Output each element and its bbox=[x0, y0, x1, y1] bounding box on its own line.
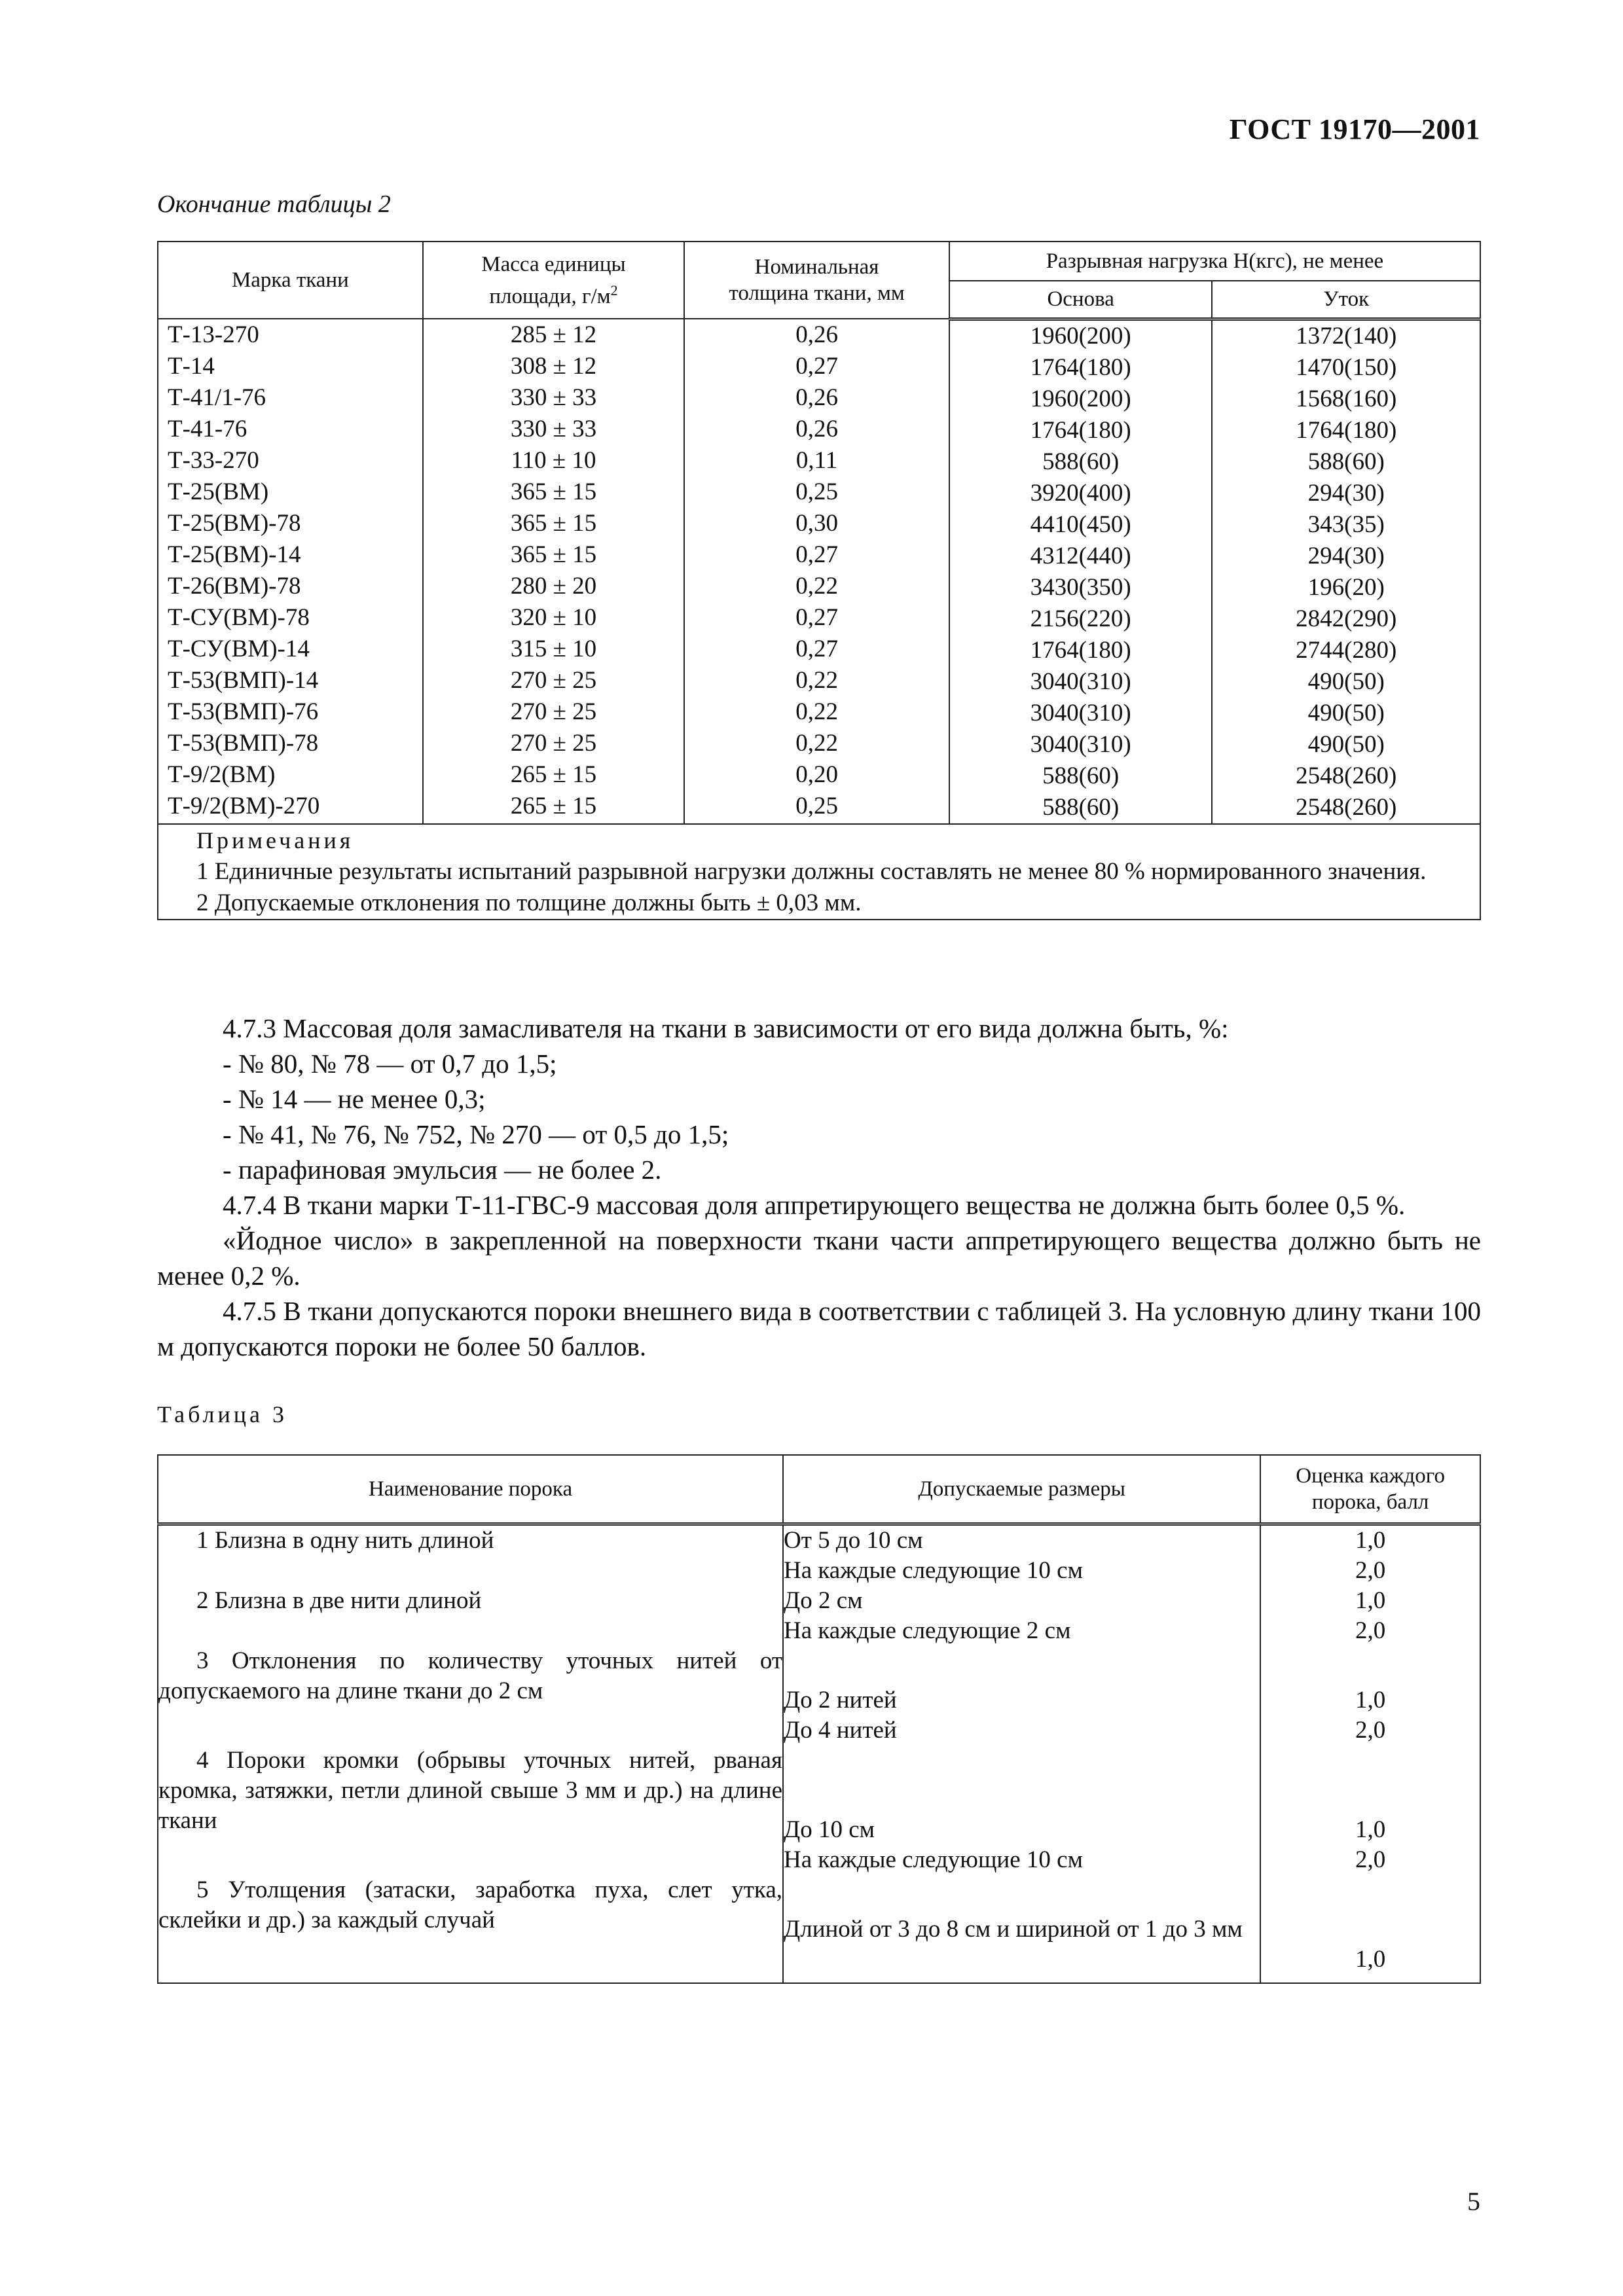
cell-warp: 1764(180) bbox=[1030, 636, 1131, 664]
header-thickness: Номинальная толщина ткани, мм bbox=[684, 242, 949, 319]
column-weft bbox=[1212, 319, 1480, 824]
cell-weft: 490(50) bbox=[1307, 699, 1385, 726]
cell-mass: 110 ± 10 bbox=[511, 447, 596, 474]
cell-warp: 588(60) bbox=[1042, 793, 1120, 821]
allowed-size: До 4 нитей bbox=[784, 1717, 897, 1744]
cell-thickness: 0,27 bbox=[795, 604, 838, 631]
cell-warp: 1764(180) bbox=[1030, 353, 1131, 381]
para-4-7-5: 4.7.5 В ткани допускаются пороки внешнего вида в соответствии с таблицей 3. На условную длину ткани 100 м допускаются пороки не более 50 баллов. bbox=[157, 1296, 1481, 1361]
header-breaking-load: Разрывная нагрузка Н(кгс), не менее bbox=[949, 242, 1480, 281]
cell-warp: 588(60) bbox=[1042, 762, 1120, 789]
cell-mass: 270 ± 25 bbox=[510, 698, 597, 725]
cell-weft: 2842(290) bbox=[1296, 605, 1397, 632]
cell-brand: Т-13-270 bbox=[168, 321, 259, 348]
cell-weft: 196(20) bbox=[1307, 573, 1385, 601]
cell-brand: Т-14 bbox=[168, 353, 215, 380]
cell-brand: Т-53(ВМП)-76 bbox=[168, 698, 319, 725]
allowed-size: На каждые следующие 10 см bbox=[784, 1557, 1083, 1584]
defect-name: 4 Пороки кромки (обрывы уточных нитей, рваная кромка, затяжки, петли длиной свыше 3 мм и др.) на длине ткани bbox=[158, 1747, 782, 1834]
cell-weft: 294(30) bbox=[1307, 479, 1385, 507]
list-item: - парафиновая эмульсия — не более 2. bbox=[223, 1155, 662, 1185]
cell-weft: 343(35) bbox=[1307, 511, 1385, 538]
header-brand: Марка ткани bbox=[158, 242, 423, 319]
cell-weft: 294(30) bbox=[1307, 542, 1385, 569]
cell-mass: 315 ± 10 bbox=[510, 636, 597, 662]
cell-mass: 280 ± 20 bbox=[510, 573, 597, 600]
cell-weft: 1568(160) bbox=[1296, 385, 1397, 412]
cell-thickness: 0,25 bbox=[795, 478, 838, 505]
cell-warp: 4410(450) bbox=[1030, 511, 1131, 538]
allowed-size: До 2 нитей bbox=[784, 1687, 897, 1713]
cell-weft: 1372(140) bbox=[1296, 322, 1397, 350]
para-iodine-number: «Йодное число» в закрепленной на поверхности ткани части аппретирующего вещества должно быть не менее 0,2 %. bbox=[157, 1225, 1481, 1291]
cell-thickness: 0,26 bbox=[795, 384, 838, 411]
allowed-size: До 2 см bbox=[784, 1587, 863, 1614]
cell-thickness: 0,11 bbox=[795, 447, 838, 474]
cell-mass: 365 ± 15 bbox=[510, 510, 597, 537]
cell-mass: 365 ± 15 bbox=[510, 478, 597, 505]
cell-thickness: 0,22 bbox=[795, 573, 838, 600]
cell-brand: Т-33-270 bbox=[168, 447, 259, 474]
list-item: - № 14 — не менее 0,3; bbox=[223, 1084, 486, 1114]
score: 1,0 bbox=[1355, 1946, 1386, 1973]
cell-thickness: 0,27 bbox=[795, 636, 838, 662]
score: 1,0 bbox=[1355, 1687, 1386, 1713]
cell-warp: 1764(180) bbox=[1030, 416, 1131, 444]
cell-warp: 4312(440) bbox=[1030, 542, 1131, 569]
allowed-size: Длиной от 3 до 8 см и шириной от 1 до 3 мм bbox=[784, 1916, 1243, 1943]
cell-brand: Т-26(ВМ)-78 bbox=[168, 573, 301, 600]
notes-title: Примечания bbox=[196, 827, 354, 853]
cell-weft: 1764(180) bbox=[1296, 416, 1397, 444]
column-brand bbox=[158, 319, 423, 824]
cell-mass: 330 ± 33 bbox=[510, 416, 597, 442]
header-allowed-size: Допускаемые размеры bbox=[783, 1455, 1260, 1524]
cell-thickness: 0,30 bbox=[795, 510, 838, 537]
page-number: 5 bbox=[1467, 2187, 1480, 2216]
header-weft: Уток bbox=[1212, 281, 1480, 319]
cell-mass: 265 ± 15 bbox=[510, 793, 597, 819]
defect-name: 1 Близна в одну нить длиной bbox=[196, 1527, 494, 1554]
cell-thickness: 0,26 bbox=[795, 321, 838, 348]
cell-warp: 1960(200) bbox=[1030, 385, 1131, 412]
table3-caption: Таблица 3 bbox=[157, 1401, 287, 1427]
score: 2,0 bbox=[1355, 1617, 1386, 1644]
cell-brand: Т-25(ВМ)-78 bbox=[168, 510, 301, 537]
cell-mass: 265 ± 15 bbox=[510, 761, 597, 788]
cell-mass: 285 ± 12 bbox=[510, 321, 597, 348]
score: 1,0 bbox=[1355, 1527, 1386, 1554]
cell-thickness: 0,22 bbox=[795, 730, 838, 757]
header-warp: Основа bbox=[949, 281, 1213, 319]
cell-mass: 270 ± 25 bbox=[510, 730, 597, 757]
cell-mass: 270 ± 25 bbox=[510, 667, 597, 694]
cell-warp: 588(60) bbox=[1042, 448, 1120, 475]
table-row bbox=[158, 1875, 1480, 1983]
table-row bbox=[158, 1746, 1480, 1875]
cell-mass: 308 ± 12 bbox=[510, 353, 597, 380]
note-1: 1 Единичные результаты испытаний разрывной нагрузки должны составлять не менее 80 % нормированного значения. bbox=[196, 857, 1427, 885]
defect-name: 5 Утолщения (затаски, заработка пуха, слет утка, склейки и др.) за каждый случай bbox=[158, 1876, 782, 1933]
cell-thickness: 0,25 bbox=[795, 793, 838, 819]
cell-brand: Т-9/2(ВМ)-270 bbox=[168, 793, 320, 819]
cell-mass: 320 ± 10 bbox=[510, 604, 597, 631]
body-text bbox=[157, 1011, 1481, 1364]
table2-notes bbox=[158, 824, 1480, 920]
allowed-size: От 5 до 10 см bbox=[784, 1527, 923, 1554]
table-2 bbox=[157, 241, 1481, 920]
cell-brand: Т-53(ВМП)-78 bbox=[168, 730, 319, 757]
header-score: Оценка каждого порока, балл bbox=[1260, 1455, 1480, 1524]
para-4-7-4: 4.7.4 В ткани марки Т-11-ГВС-9 массовая доля аппретирующего вещества не должна быть более 0,5 %. bbox=[223, 1190, 1406, 1220]
cell-warp: 2156(220) bbox=[1030, 605, 1131, 632]
column-thickness bbox=[684, 319, 949, 824]
cell-weft: 2548(260) bbox=[1296, 762, 1397, 789]
score: 2,0 bbox=[1355, 1557, 1386, 1584]
cell-mass: 330 ± 33 bbox=[510, 384, 597, 411]
table-row bbox=[158, 1586, 1480, 1646]
cell-brand: Т-25(ВМ)-14 bbox=[168, 541, 301, 568]
allowed-size: На каждые следующие 2 см bbox=[784, 1617, 1071, 1644]
defect-name: 2 Близна в две нити длиной bbox=[196, 1587, 482, 1614]
cell-thickness: 0,22 bbox=[795, 698, 838, 725]
cell-weft: 490(50) bbox=[1307, 730, 1385, 758]
cell-warp: 3430(350) bbox=[1030, 573, 1131, 601]
cell-thickness: 0,27 bbox=[795, 353, 838, 380]
cell-warp: 3040(310) bbox=[1030, 699, 1131, 726]
cell-weft: 588(60) bbox=[1307, 448, 1385, 475]
cell-thickness: 0,22 bbox=[795, 667, 838, 694]
cell-warp: 3040(310) bbox=[1030, 668, 1131, 695]
allowed-size: На каждые следующие 10 см bbox=[784, 1846, 1083, 1873]
score: 2,0 bbox=[1355, 1717, 1386, 1744]
column-mass bbox=[423, 319, 685, 824]
list-item: - № 80, № 78 — от 0,7 до 1,5; bbox=[223, 1049, 557, 1079]
cell-weft: 1470(150) bbox=[1296, 353, 1397, 381]
allowed-size: До 10 см bbox=[784, 1816, 875, 1843]
cell-brand: Т-25(ВМ) bbox=[168, 478, 269, 505]
cell-warp: 3040(310) bbox=[1030, 730, 1131, 758]
cell-weft: 2744(280) bbox=[1296, 636, 1397, 664]
cell-warp: 1960(200) bbox=[1030, 322, 1131, 350]
cell-thickness: 0,26 bbox=[795, 416, 838, 442]
cell-mass: 365 ± 15 bbox=[510, 541, 597, 568]
cell-warp: 3920(400) bbox=[1030, 479, 1131, 507]
score: 1,0 bbox=[1355, 1587, 1386, 1614]
defect-name: 3 Отклонения по количеству уточных нитей от допускаемого на длине ткани до 2 см bbox=[158, 1647, 782, 1704]
cell-thickness: 0,27 bbox=[795, 541, 838, 568]
cell-brand: Т-9/2(ВМ) bbox=[168, 761, 276, 788]
cell-weft: 490(50) bbox=[1307, 668, 1385, 695]
score: 2,0 bbox=[1355, 1846, 1386, 1873]
cell-weft: 2548(260) bbox=[1296, 793, 1397, 821]
para-4-7-3: 4.7.3 Массовая доля замасливателя на ткани в зависимости от его вида должна быть, %: bbox=[223, 1013, 1229, 1043]
cell-brand: Т-СУ(ВМ)-14 bbox=[168, 636, 310, 662]
column-warp bbox=[949, 319, 1213, 824]
header-defect-name: Наименование порока bbox=[158, 1455, 783, 1524]
list-item: - № 41, № 76, № 752, № 270 — от 0,5 до 1,5; bbox=[223, 1119, 729, 1149]
header-mass: Масса единицы площади, $г/м^2$ bbox=[423, 242, 685, 319]
cell-brand: Т-СУ(ВМ)-78 bbox=[168, 604, 310, 631]
score: 1,0 bbox=[1355, 1816, 1386, 1843]
standard-designation: ГОСТ 19170—2001 bbox=[1229, 113, 1480, 145]
cell-brand: Т-41/1-76 bbox=[168, 384, 266, 411]
table-row bbox=[158, 1646, 1480, 1746]
table2-caption: Окончание таблицы 2 bbox=[157, 190, 391, 218]
table-row bbox=[158, 1524, 1480, 1587]
cell-brand: Т-53(ВМП)-14 bbox=[168, 667, 319, 694]
cell-brand: Т-41-76 bbox=[168, 416, 247, 442]
table-3 bbox=[157, 1454, 1481, 1984]
note-2: 2 Допускаемые отклонения по толщине должны быть ± 0,03 мм. bbox=[196, 889, 862, 916]
cell-thickness: 0,20 bbox=[795, 761, 838, 788]
